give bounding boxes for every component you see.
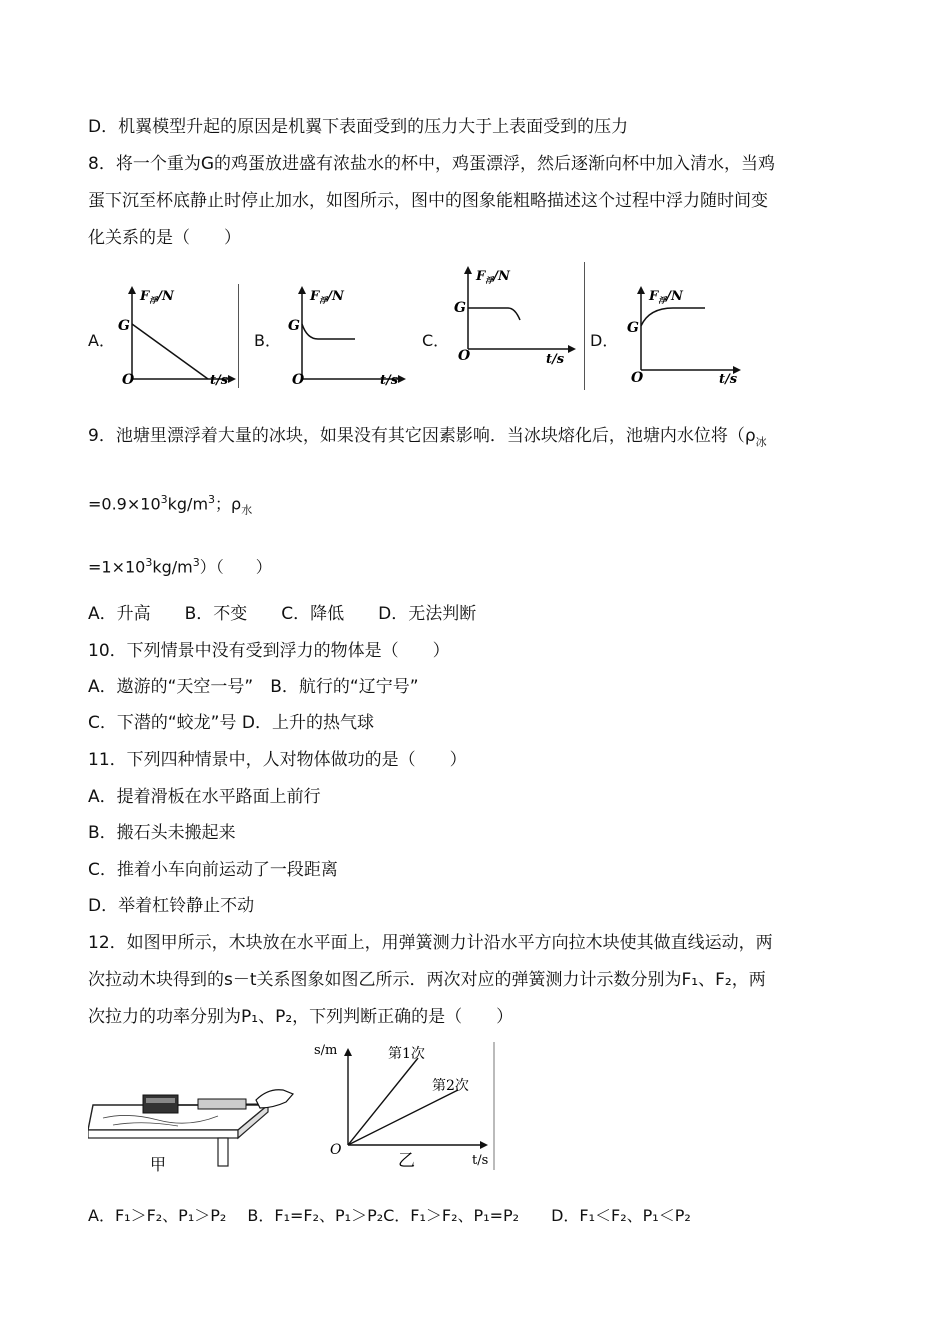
svg-text:乙: 乙	[398, 1151, 415, 1171]
svg-text:t/s: t/s	[546, 352, 565, 367]
svg-text:F浮/N: $F_浮/N$	[476, 269, 510, 285]
graph-b	[280, 284, 410, 389]
svg-text:G: G	[454, 300, 466, 316]
svg-text:G: G	[288, 318, 300, 334]
svg-text:第2次: 第2次	[432, 1078, 469, 1094]
option-d-line: D．机翼模型升起的原因是机翼下表面受到的压力大于上表面受到的压力	[88, 117, 629, 137]
svg-text:G: G	[627, 320, 639, 336]
svg-text:第1次: 第1次	[388, 1046, 425, 1062]
figure-yi	[308, 1040, 498, 1175]
svg-text:F浮/N: $F_浮/N$	[310, 289, 344, 305]
svg-text:t/s: t/s	[472, 1153, 489, 1168]
question-9-line-3: $=1\times 10^3kg/m^3$）（ ）	[88, 556, 272, 577]
graph-d-label: D．	[590, 331, 619, 350]
question-8-line-3: 化关系的是（ ）	[88, 228, 241, 248]
question-8-line-1: 8．将一个重为G的鸡蛋放进盛有浓盐水的杯中，鸡蛋漂浮，然后逐渐向杯中加入清水，当鸡	[88, 154, 775, 174]
svg-text:O: O	[458, 348, 471, 364]
svg-text:G: G	[118, 318, 130, 334]
question-12-options: A．F₁＞F₂、P₁＞P₂ B．F₁=F₂、P₁＞P₂C．F₁＞F₂、P₁=P₂ D．F₁＜F₂、P₁＜P₂	[88, 1206, 691, 1225]
question-9-line-2: $=0.9\times 10^3kg/m^3$；$\rho_水$	[88, 493, 253, 517]
graph-b-label: B．	[254, 331, 281, 350]
svg-text:O: O	[631, 370, 644, 386]
svg-text:O: O	[292, 372, 305, 388]
svg-text:s/m: s/m	[314, 1043, 338, 1058]
svg-text:F浮/N: $F_浮/N$	[649, 289, 683, 305]
question-10-options-cd: C．下潜的“蛟龙”号 D．上升的热气球	[88, 713, 374, 733]
question-11-option-d: D．举着杠铃静止不动	[88, 896, 255, 916]
question-11-option-a: A．提着滑板在水平路面上前行	[88, 787, 321, 807]
svg-text:O: O	[122, 372, 135, 388]
svg-text:O: O	[330, 1142, 342, 1158]
question-8-line-2: 蛋下沉至杯底静止时停止加水，如图所示，图中的图象能粗略描述这个过程中浮力随时间变	[88, 191, 768, 211]
svg-text:甲: 甲	[150, 1155, 167, 1174]
question-12-line-3: 次拉力的功率分别为P₁、P₂，下列判断正确的是（ ）	[88, 1007, 514, 1027]
svg-text:t/s: t/s	[210, 373, 229, 388]
graph-c-label: C．	[422, 331, 450, 350]
question-11-option-c: C．推着小车向前运动了一段距离	[88, 860, 338, 880]
question-9-options: A．升高 B．不变 C．降低 D．无法判断	[88, 604, 477, 624]
question-10-options-ab: A．遨游的“天空一号” B．航行的“辽宁号”	[88, 677, 419, 697]
question-11: 11．下列四种情景中，人对物体做功的是（ ）	[88, 750, 467, 770]
svg-text:t/s: t/s	[380, 373, 399, 388]
question-10: 10．下列情景中没有受到浮力的物体是（ ）	[88, 641, 450, 661]
graph-c	[448, 262, 583, 372]
svg-text:t/s: t/s	[719, 372, 738, 387]
graph-d	[615, 282, 745, 387]
figure-jia	[88, 1050, 298, 1175]
graph-a	[110, 284, 240, 389]
question-9-line-1: 9．池塘里漂浮着大量的冰块，如果没有其它因素影响．当冰块熔化后，池塘内水位将（$\rho_冰$	[88, 426, 767, 449]
svg-text:F浮/N: $F_浮/N$	[140, 289, 174, 305]
question-11-option-b: B．搬石头未搬起来	[88, 823, 236, 843]
question-12-line-1: 12．如图甲所示，木块放在水平面上，用弹簧测力计沿水平方向拉木块使其做直线运动，两	[88, 933, 773, 953]
graph-a-label: A．	[88, 331, 115, 350]
question-12-line-2: 次拉动木块得到的s－t关系图象如图乙所示．两次对应的弹簧测力计示数分别为F₁、F₂，两	[88, 970, 766, 990]
